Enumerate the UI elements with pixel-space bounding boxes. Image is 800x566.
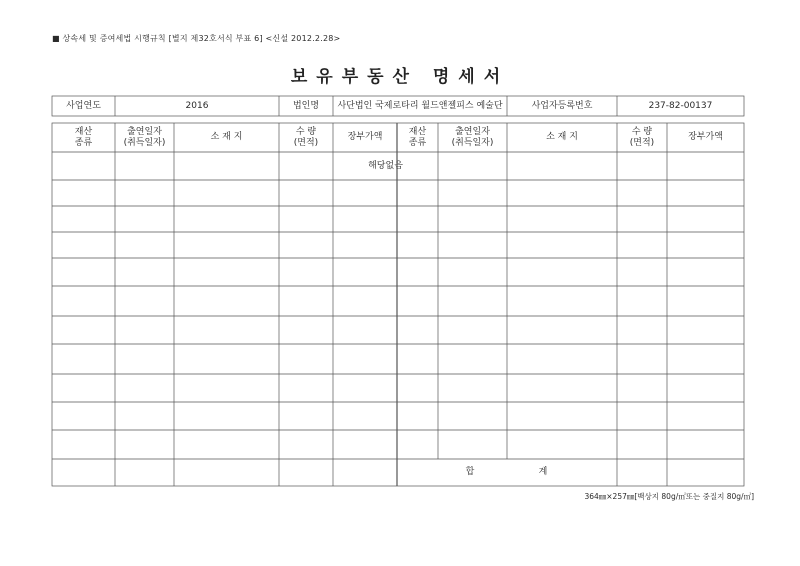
col-header-type-right-line1: 재산: [408, 126, 427, 137]
col-header-type-line1: 재산: [74, 126, 93, 137]
year-value: 2016: [185, 100, 209, 111]
col-header-quantity: [279, 123, 333, 152]
form-reference-note: ■ 상속세 및 증여세법 시행규칙 [별지 제32호서식 부표 6] <신설 2012.2.28>: [52, 34, 341, 43]
col-header-quantity-right-line2: (면적): [629, 137, 655, 148]
year-label: 사업연도: [66, 100, 101, 111]
paper-spec-note: 364㎜×257㎜[백상지 80g/㎡또는 중질지 80g/㎡]: [584, 492, 754, 501]
col-header-quantity-line1: 수 량: [295, 126, 317, 137]
col-header-type-line2: 종류: [74, 137, 93, 148]
total-label-sum: 합: [465, 467, 475, 477]
col-header-book-value-right: 장부가액: [688, 132, 723, 142]
col-header-date-line1: 출연일자: [127, 126, 162, 137]
col-header-location: 소 재 지: [210, 132, 243, 142]
no-entry-text: 해당없음: [368, 160, 403, 171]
col-header-date-right-line2: (취득일자): [451, 137, 494, 148]
corp-value: 사단법인 국제로타리 월드앤젤피스 예술단: [337, 100, 503, 111]
col-header-type-right-line2: 종류: [408, 137, 427, 148]
col-header-quantity-line2: (면적): [293, 137, 319, 148]
col-header-date-line2: (취득일자): [123, 137, 166, 148]
document-title: 보유부동산 명세서: [290, 67, 510, 87]
total-label-total: 계: [538, 467, 548, 477]
col-header-date-right: [438, 123, 507, 152]
col-header-type-right: [397, 123, 438, 152]
col-header-quantity-right: [617, 123, 667, 152]
col-header-date: [115, 123, 174, 152]
col-header-location-right: 소 재 지: [546, 132, 578, 142]
col-header-type: [52, 123, 115, 152]
corp-label: 법인명: [292, 100, 320, 111]
col-header-date-right-line1: 출연일자: [455, 126, 490, 137]
biz-no-label: 사업자등록번호: [531, 100, 593, 111]
col-header-book-value: 장부가액: [347, 132, 383, 142]
biz-no-value: 237-82-00137: [648, 100, 713, 111]
col-header-quantity-right-line1: 수 량: [631, 126, 653, 137]
